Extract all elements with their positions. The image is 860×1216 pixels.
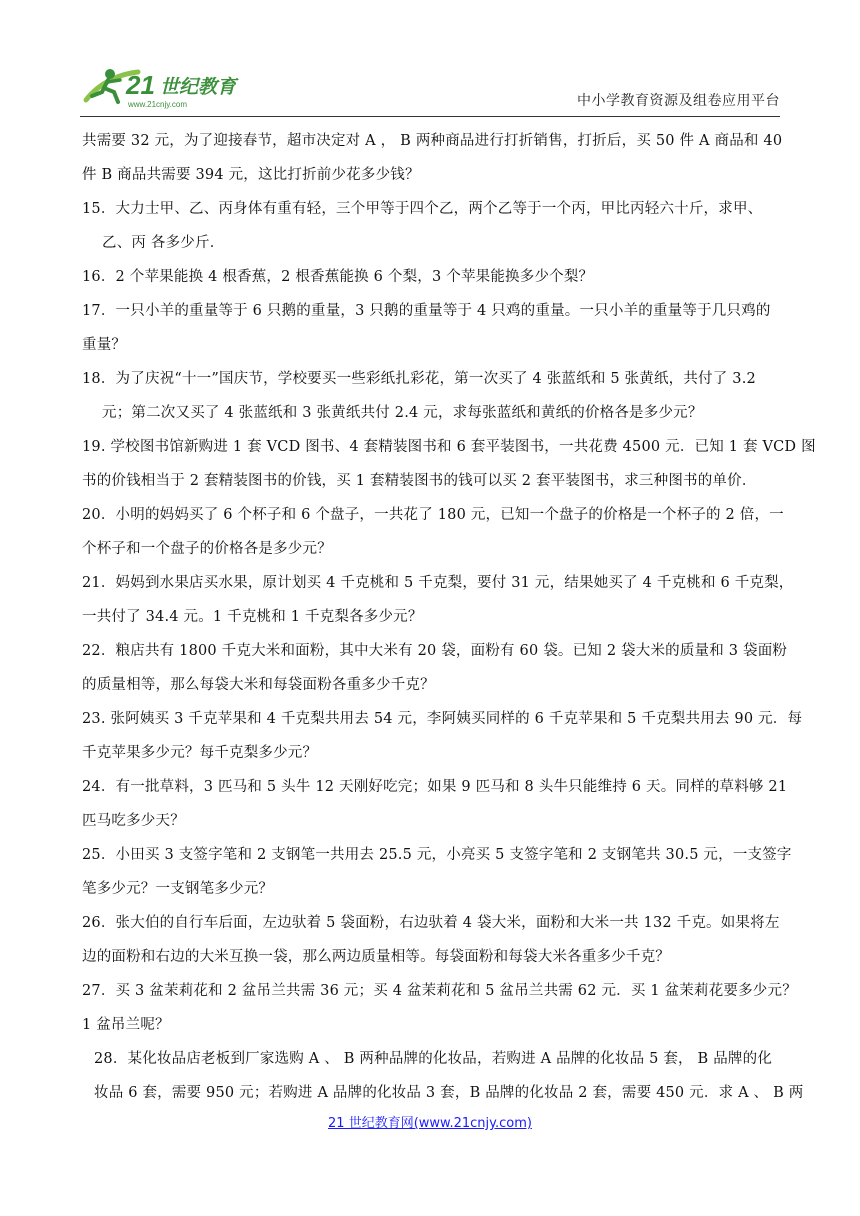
question-18: 18．为了庆祝“十一”国庆节，学校要买一些彩纸扎彩花，第一次买了 4 张蓝纸和 5 张黄纸，共付了 3.2 [82,371,756,387]
question-19: 19. 学校图书馆新购进 1 套 VCD 图书、4 套精装图书和 6 套平装图书，一共花费 4500 元．已知 1 套 VCD 图 [82,439,816,455]
question-26: 26．张大伯的自行车后面，左边驮着 5 袋面粉，右边驮着 4 袋大米，面粉和大米一共 132 千克。如果将左 [82,915,780,931]
text-line: 笔多少元？一支钢笔多少元？ [82,881,274,897]
question-16: 16．2 个苹果能换 4 根香蕉，2 根香蕉能换 6 个梨，3 个苹果能换多少个梨？ [82,269,594,285]
text-line: 共需要 32 元，为了迎接春节，超市决定对 A ， B 两种商品进行打折销售，打折后，买 50 件 A 商品和 40 [82,133,783,149]
text-line: 件 B 商品共需要 394 元，这比打折前少花多少钱？ [82,167,420,183]
brand-logo [80,62,255,112]
text-line: 元；第二次又买了 4 张蓝纸和 3 张黄纸共付 2.4 元，求每张蓝纸和黄纸的价格各是多少元？ [102,405,703,421]
text-line: 的质量相等，那么每袋大米和每袋面粉各重多少千克？ [82,677,435,693]
platform-title: 中小学教育资源及组卷应用平台 [577,93,780,109]
question-28: 28．某化妆品店老板到厂家选购 A 、 B 两种品牌的化妆品，若购进 A 品牌的化妆品 5 套， B 品牌的化 [94,1051,773,1067]
text-line: 重量？ [82,337,127,353]
text-line: 个杯子和一个盘子的价格各是多少元？ [82,541,332,557]
question-25: 25．小田买 3 支签字笔和 2 支钢笔一共用去 25.5 元，小亮买 5 支签字笔和 2 支钢笔共 30.5 元，一支签字 [82,847,792,863]
question-20: 20．小明的妈妈买了 6 个杯子和 6 个盘子，一共花了 180 元，已知一个盘子的价格是一个杯子的 2 倍，一 [82,507,784,523]
svg-text:21: 21 [126,70,155,100]
text-line: 书的价钱相当于 2 套精装图书的价钱，买 1 套精装图书的钱可以买 2 套平装图书，求三种图书的单价． [82,473,757,489]
question-15: 15．大力士甲、乙、丙身体有重有轻，三个甲等于四个乙，两个乙等于一个丙，甲比丙轻六十斤，求甲、 [82,201,763,217]
svg-text:世纪教育: 世纪教育 [160,76,237,98]
question-list [82,124,816,1110]
question-21: 21．妈妈到水果店买水果，原计划买 4 千克桃和 5 千克梨，要付 31 元，结果她买了 4 千克桃和 6 千克梨， [82,575,794,591]
page-footer [0,1112,860,1131]
question-24: 24．有一批草料，3 匹马和 5 头牛 12 天刚好吃完；如果 9 匹马和 8 头牛只能维持 6 天。同样的草料够 21 [82,779,788,795]
text-line: 一共付了 34.4 元。1 千克桃和 1 千克梨各多少元？ [82,609,423,625]
text-line: 千克苹果多少元？每千克梨多少元？ [82,745,318,761]
header-divider [80,116,780,117]
text-line: 边的面粉和右边的大米互换一袋，那么两边质量相等。每袋面粉和每袋大米各重多少千克？ [82,949,670,965]
question-22: 22．粮店共有 1800 千克大米和面粉，其中大米有 20 袋，面粉有 60 袋。已知 2 袋大米的质量和 3 袋面粉 [82,643,788,659]
text-line: 1 盆吊兰呢？ [82,1017,170,1033]
text-line: 乙、丙 各多少斤． [102,235,225,251]
question-17: 17．一只小羊的重量等于 6 只鹅的重量，3 只鹅的重量等于 4 只鸡的重量。一只小羊的重量等于几只鸡的 [82,303,771,319]
page-header [80,62,780,114]
question-23: 23. 张阿姨买 3 千克苹果和 4 千克梨共用去 54 元，李阿姨买同样的 6 千克苹果和 5 千克梨共用去 90 元．每 [82,711,803,727]
text-line: 妆品 6 套，需要 950 元；若购进 A 品牌的化妆品 3 套，B 品牌的化妆品 2 套，需要 450 元．求 A 、 B 两 [94,1085,804,1101]
text-line: 匹马吃多少天？ [82,813,185,829]
question-27: 27．买 3 盆茉莉花和 2 盆吊兰共需 36 元；买 4 盆茉莉花和 5 盆吊兰共需 62 元．买 1 盆茉莉花要多少元？ [82,983,797,999]
runner-logo-icon [80,62,255,112]
svg-text:www.21cnjy.com: www.21cnjy.com [128,100,187,109]
footer-site-link[interactable]: 21 世纪教育网(www.21cnjy.com) [328,1116,532,1131]
